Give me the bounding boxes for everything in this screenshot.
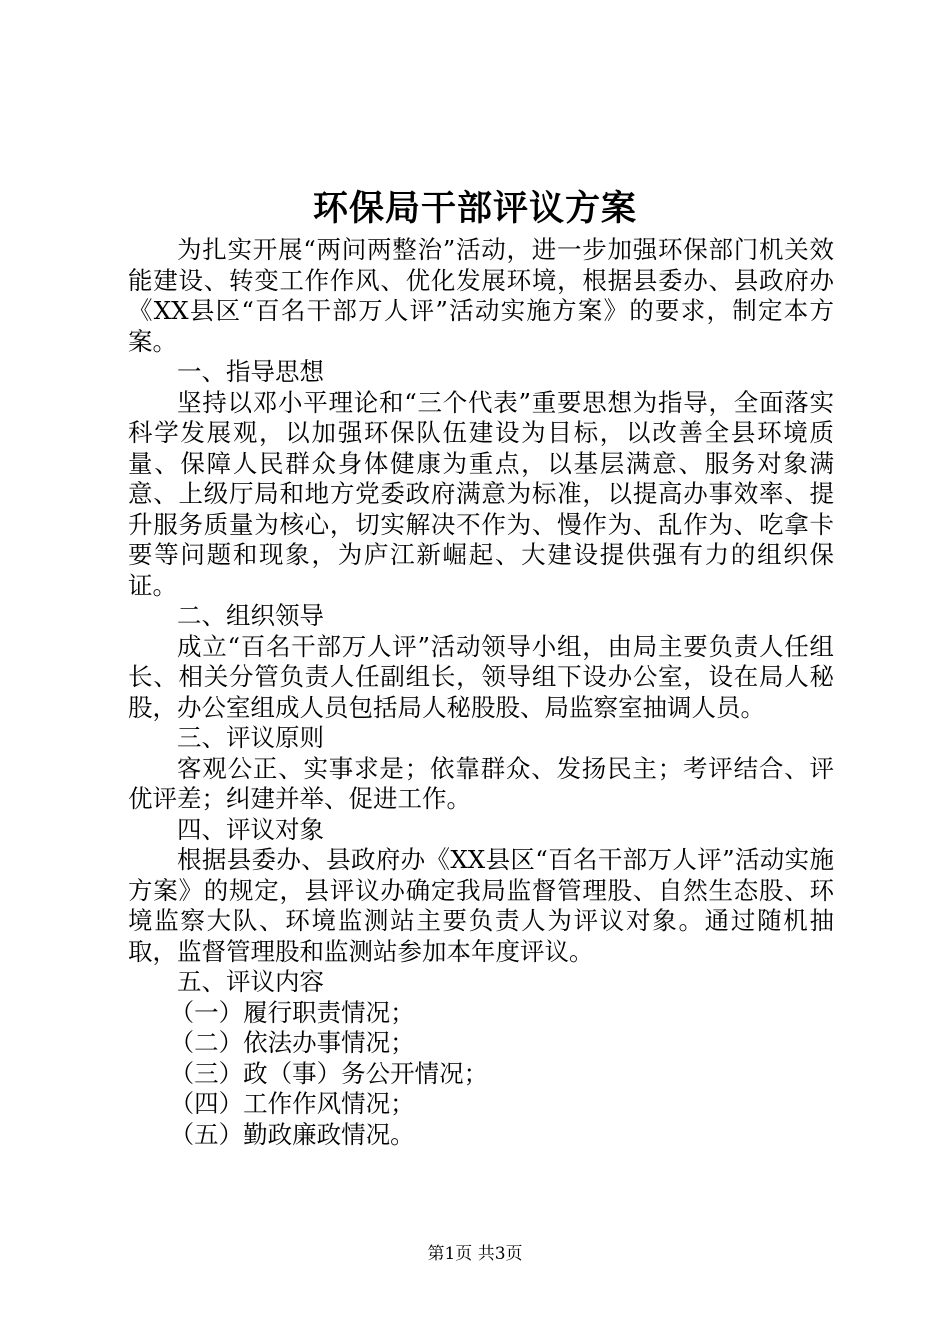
body-paragraph: 坚持以邓小平理论和“三个代表”重要思想为指导，全面落实科学发展观，以加强环保队伍建设为目标，以改善全县环境质量、保障人民群众身体健康为重点，以基层满意、服务对象满意、上级厅局和地方党委政府满意为标准，以提高办事效率、提升服务质量为核心，切实解决不作为、慢作为、乱作为、吃拿卡要等问题和现象，为庐江新崛起、大建设提供强有力的组织保证。 [128,387,834,600]
list-item: （三）政（事）务公开情况； [169,1058,489,1088]
section-heading: 四、评议对象 [177,814,324,844]
section-heading: 二、组织领导 [177,601,324,630]
page-footer: 第1页 共3页 [427,1244,523,1264]
section-heading: 五、评议内容 [177,967,324,996]
list-item: （五）勤政廉政情况。 [169,1119,415,1149]
list-item: （一）履行职责情况； [169,997,415,1027]
body-paragraph: 客观公正、实事求是；依靠群众、发扬民主；考评结合、评优评差；纠建并举、促进工作。 [128,753,834,813]
body-paragraph: 成立“百名干部万人评”活动领导小组，由局主要负责人任组长、相关分管负责人任副组长，领导组下设办公室，设在局人秘股，办公室组成人员包括局人秘股股、局监察室抽调人员。 [128,631,834,722]
document-body [128,235,834,1150]
page-title: 环保局干部评议方案 [312,188,637,229]
section-heading: 一、指导思想 [177,357,324,386]
body-paragraph: 根据县委办、县政府办《XX县区“百名干部万人评”活动实施方案》的规定，县评议办确定我局监督管理股、自然生态股、环境监察大队、环境监测站主要负责人为评议对象。通过随机抽取，监督管理股和监测站参加本年度评议。 [128,845,834,966]
section-heading: 三、评议原则 [177,723,324,752]
list-item: （二）依法办事情况； [169,1028,415,1057]
intro-paragraph: 为扎实开展“两问两整治”活动，进一步加强环保部门机关效能建设、转变工作作风、优化发展环境，根据县委办、县政府办《XX县区“百名干部万人评”活动实施方案》的要求，制定本方案。 [128,235,834,356]
list-item: （四）工作作风情况； [169,1089,415,1118]
